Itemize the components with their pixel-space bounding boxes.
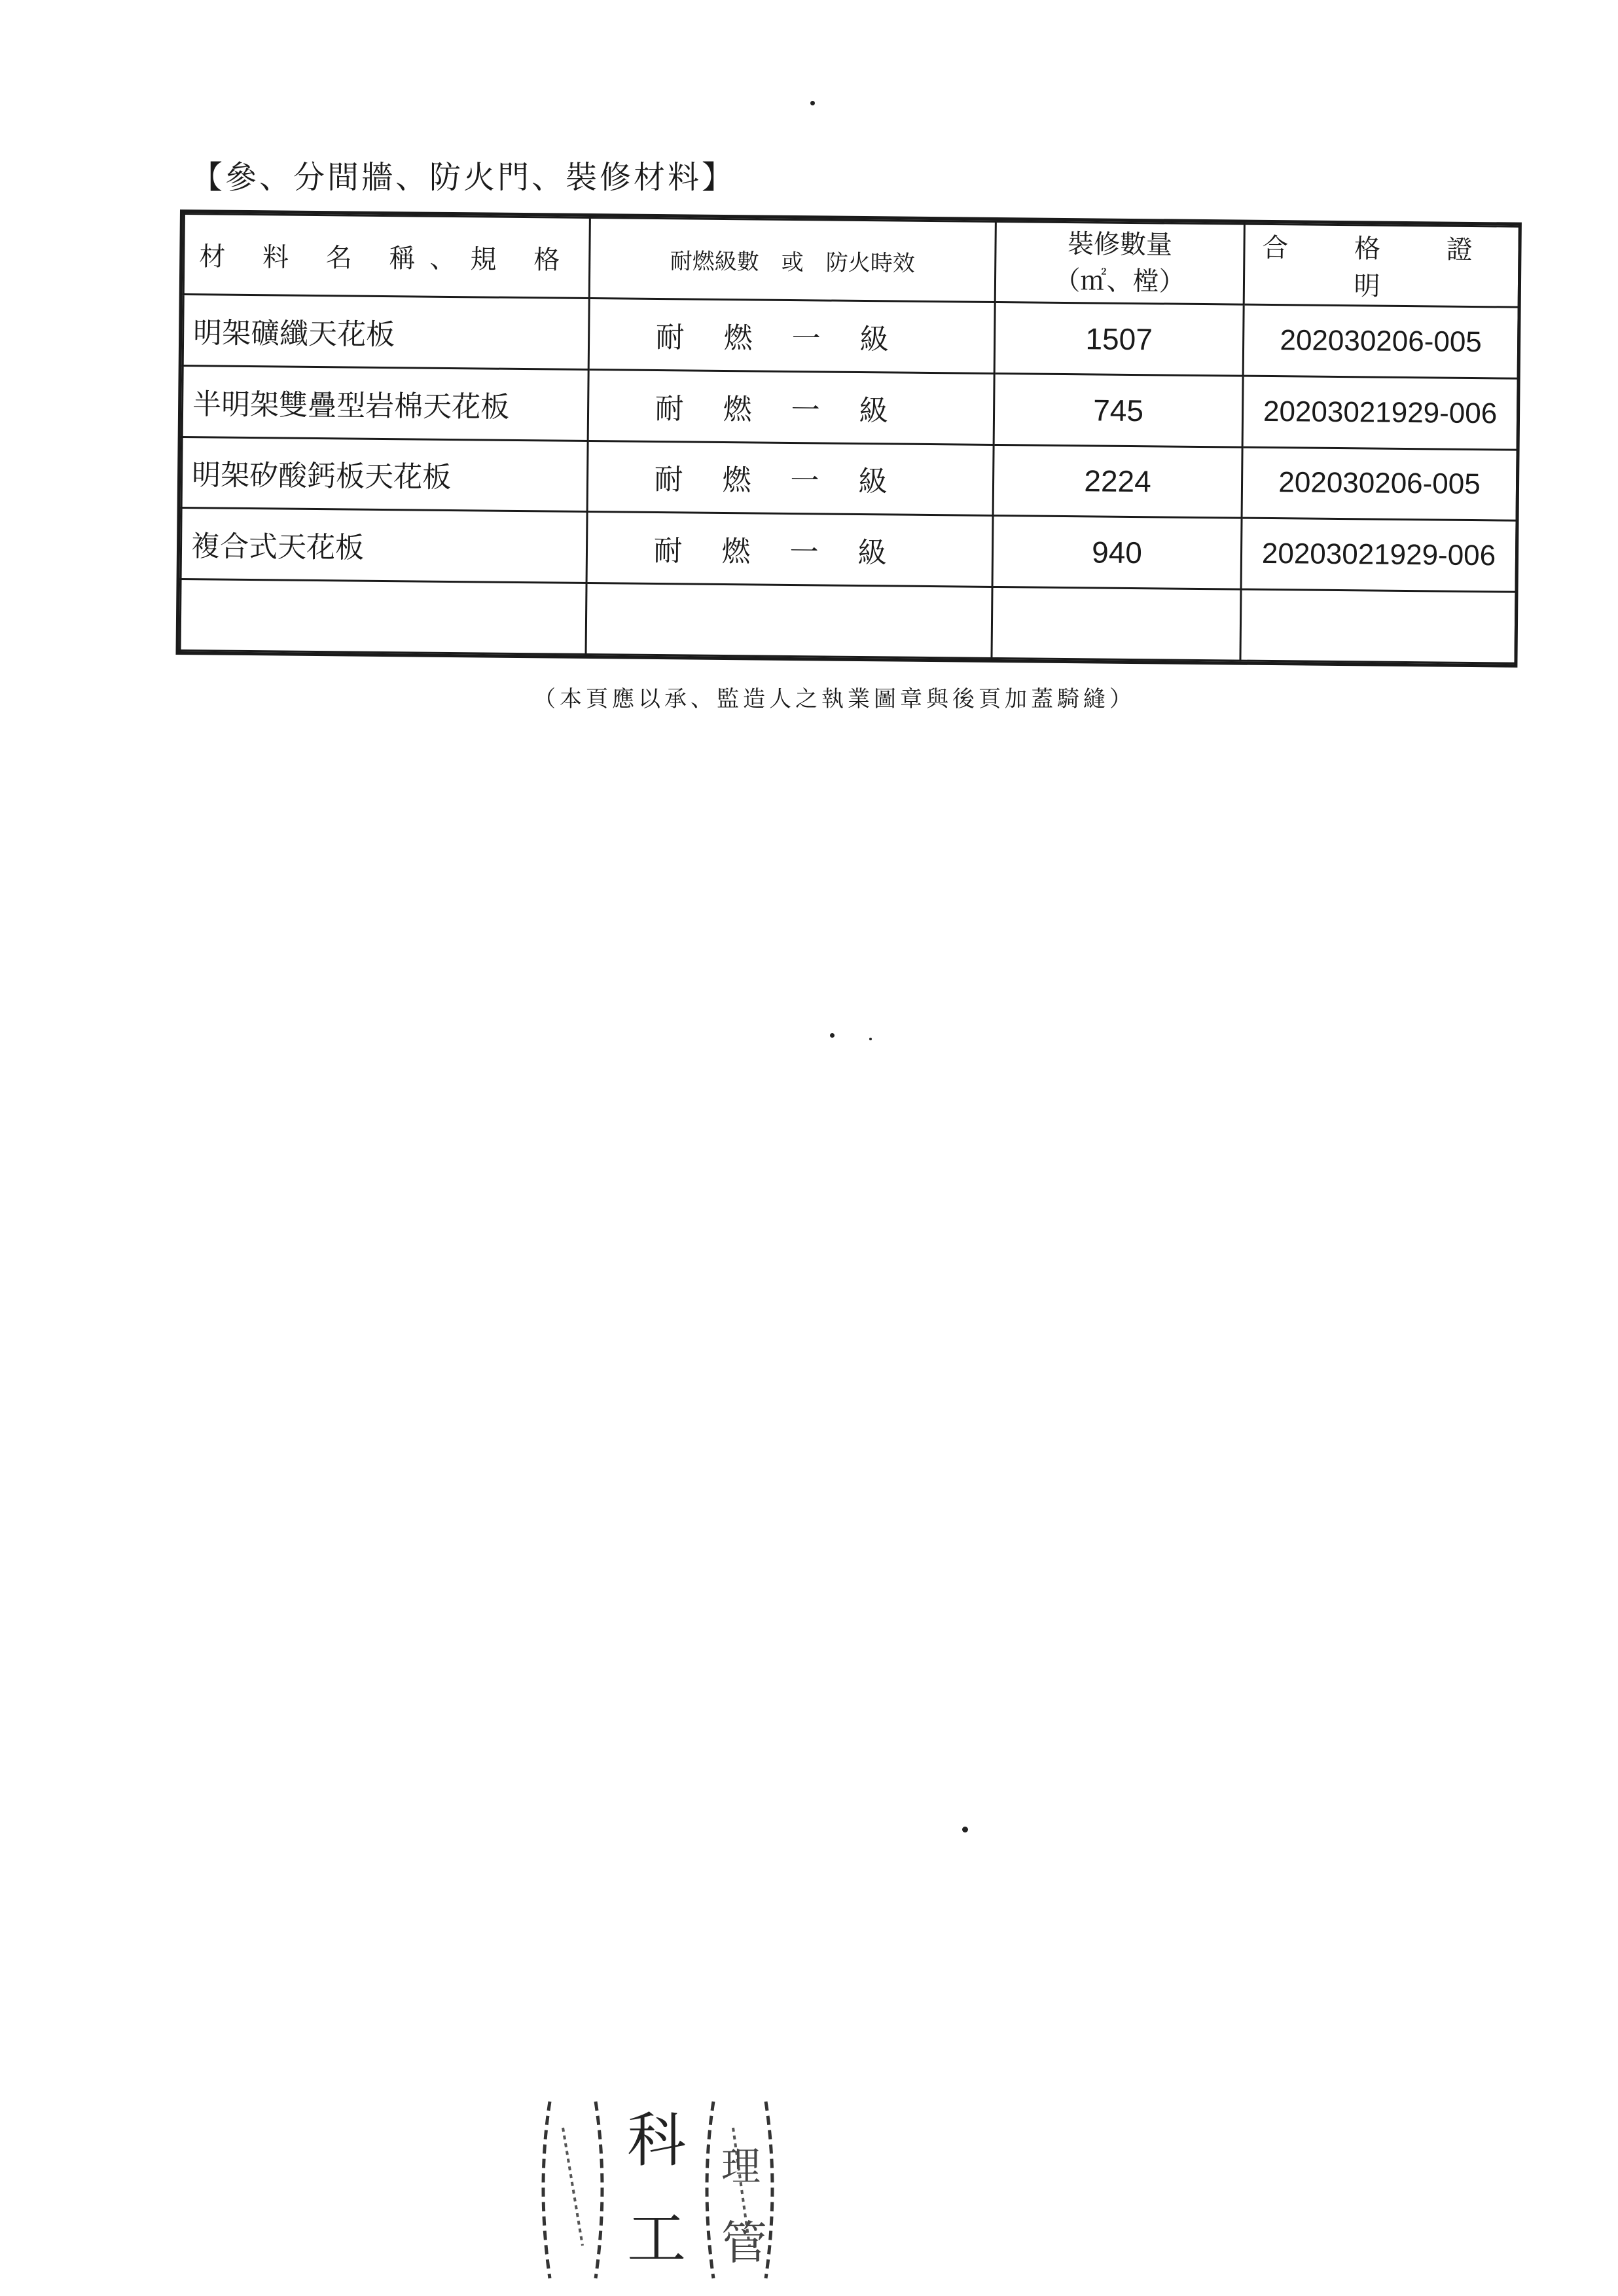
cell-quantity (992, 587, 1241, 661)
scan-speck (962, 1827, 968, 1832)
cell-certificate: 202030206-005 (1242, 447, 1517, 521)
stamp-char: 理 (721, 2144, 761, 2190)
cell-fire-grade (586, 583, 992, 659)
scan-speck (830, 1033, 835, 1038)
materials-table (175, 210, 1521, 668)
section-title: 【參、分間牆、防火門、裝修材料】 (191, 159, 736, 196)
header-quantity (995, 221, 1244, 304)
footnote: （本頁應以承、監造人之執業圖章與後頁加蓋騎縫） (533, 686, 1136, 712)
scan-speck (869, 1038, 872, 1040)
table-row (182, 365, 1518, 449)
scan-speck (810, 101, 815, 105)
table-row-empty (180, 579, 1516, 663)
cell-certificate (1240, 589, 1516, 663)
table-row (181, 437, 1517, 520)
cell-material-name (180, 579, 586, 655)
cell-quantity: 2224 (993, 445, 1242, 518)
header-certificate: 合 格 證 明 (1244, 224, 1519, 307)
cell-material-name: 複合式天花板 (181, 508, 587, 583)
header-material-name: 材 料 名 稱、規 格 (183, 214, 590, 299)
cell-certificate: 202030206-005 (1243, 304, 1519, 378)
cell-quantity: 940 (992, 516, 1242, 589)
header-fire-grade: 耐燃級數 或 防火時效 (589, 218, 996, 302)
cell-material-name: 明架礦纖天花板 (183, 295, 589, 370)
cell-fire-grade: 耐燃一級 (588, 369, 994, 445)
cell-fire-grade: 耐燃一級 (586, 512, 993, 587)
cell-material-name: 半明架雙疊型岩棉天花板 (182, 365, 588, 441)
stamp-char: 管 (721, 2216, 767, 2270)
cell-fire-grade: 耐燃一級 (588, 299, 995, 374)
table-row (181, 508, 1517, 592)
table-row (183, 295, 1519, 378)
cell-quantity: 1507 (994, 302, 1244, 375)
stamp-char: 工 (627, 2204, 686, 2273)
cell-quantity: 745 (994, 373, 1243, 446)
cell-fire-grade: 耐燃一級 (587, 441, 994, 516)
header-quantity-line1: 裝修數量 (1067, 229, 1173, 261)
cell-certificate: 20203021929-006 (1241, 518, 1517, 592)
table-header-row (183, 214, 1519, 308)
header-quantity-line2: （㎡、樘） (1054, 265, 1185, 297)
stamp-char: 科 (627, 2106, 686, 2175)
cell-material-name: 明架矽酸鈣板天花板 (181, 437, 588, 512)
cell-certificate: 20203021929-006 (1242, 376, 1518, 450)
seal-stamp (537, 2088, 792, 2285)
